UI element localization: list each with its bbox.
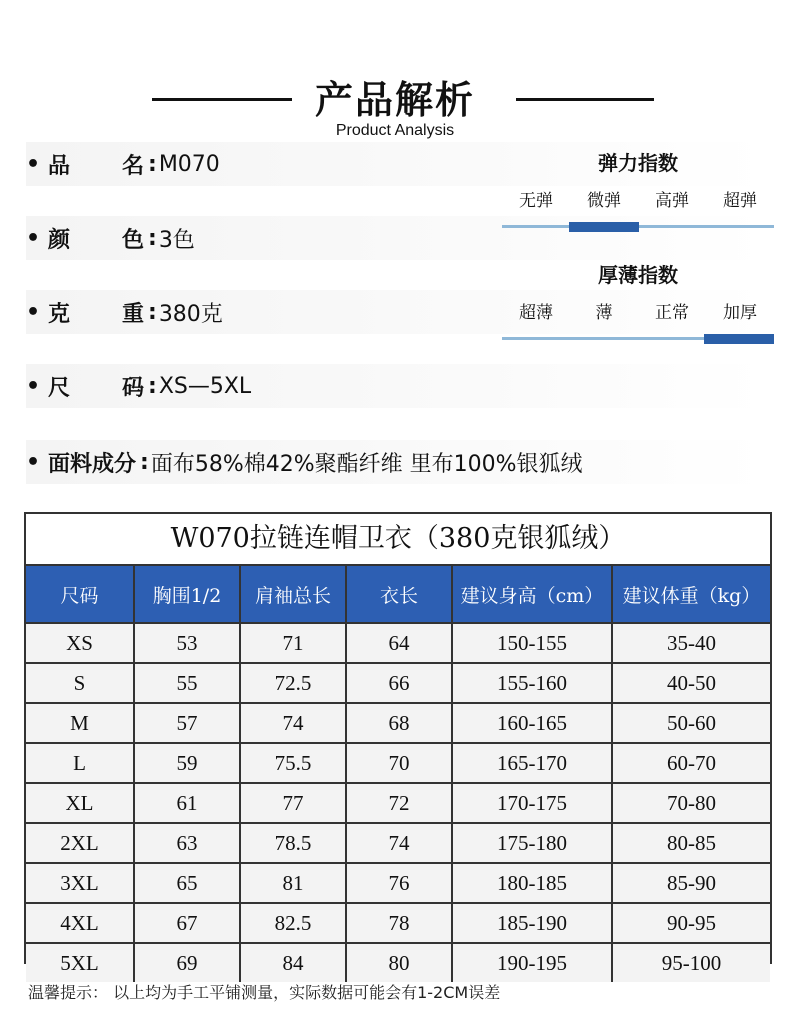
info-label: 克 重 bbox=[48, 301, 144, 327]
thickness-bar bbox=[502, 334, 774, 344]
table-cell: 50-60 bbox=[612, 703, 770, 743]
thickness-title: 厚薄指数 bbox=[598, 263, 678, 287]
table-cell: 67 bbox=[134, 903, 240, 943]
table-cell: 82.5 bbox=[240, 903, 346, 943]
table-cell: 74 bbox=[240, 703, 346, 743]
table-cell: 74 bbox=[346, 823, 452, 863]
table-cell: 4XL bbox=[26, 903, 134, 943]
table-cell: 66 bbox=[346, 663, 452, 703]
table-header-cell: 建议身高（cm） bbox=[452, 566, 612, 623]
table-cell: 68 bbox=[346, 703, 452, 743]
table-row bbox=[26, 823, 770, 863]
info-label: 品 名 bbox=[48, 153, 144, 179]
table-cell: 76 bbox=[346, 863, 452, 903]
table-cell: 5XL bbox=[26, 943, 134, 982]
info-label: 尺 码 bbox=[48, 375, 144, 401]
table-row bbox=[26, 863, 770, 903]
table-cell: 78.5 bbox=[240, 823, 346, 863]
table-cell: 60-70 bbox=[612, 743, 770, 783]
size-table-box bbox=[24, 512, 772, 975]
elasticity-bar-marker bbox=[569, 222, 639, 232]
elasticity-level: 无弹 bbox=[519, 190, 553, 211]
table-cell: 69 bbox=[134, 943, 240, 982]
thickness-levels bbox=[502, 292, 774, 328]
table-cell: 70-80 bbox=[612, 783, 770, 823]
table-cell: 53 bbox=[134, 623, 240, 663]
bullet: • bbox=[26, 373, 41, 399]
table-cell: 2XL bbox=[26, 823, 134, 863]
table-cell: 72.5 bbox=[240, 663, 346, 703]
page-subtitle: Product Analysis bbox=[335, 122, 455, 139]
table-row bbox=[26, 943, 770, 982]
fabric-label: 面料成分 bbox=[48, 451, 137, 477]
info-row-fabric: • 面料成分 : 面布58%棉42%聚酯纤维 里布100%银狐绒 bbox=[26, 440, 766, 484]
table-cell: 71 bbox=[240, 623, 346, 663]
table-cell: 35-40 bbox=[612, 623, 770, 663]
size-table-title: W070拉链连帽卫衣（380克银狐绒） bbox=[26, 514, 770, 566]
info-row-color: • 颜 色 : 3色 bbox=[26, 216, 766, 260]
bullet: • bbox=[26, 225, 41, 251]
table-cell: 160-165 bbox=[452, 703, 612, 743]
table-row bbox=[26, 903, 770, 943]
table-cell: 57 bbox=[134, 703, 240, 743]
table-cell: L bbox=[26, 743, 134, 783]
table-cell: 185-190 bbox=[452, 903, 612, 943]
table-cell: 72 bbox=[346, 783, 452, 823]
info-label: 颜 色 bbox=[48, 227, 144, 253]
size-table bbox=[26, 566, 770, 982]
page-title: 产品解析 bbox=[314, 78, 475, 122]
table-cell: 150-155 bbox=[452, 623, 612, 663]
table-cell: 59 bbox=[134, 743, 240, 783]
table-header-cell: 胸围1/2 bbox=[134, 566, 240, 623]
info-value: 380克 bbox=[158, 301, 223, 327]
table-cell: 78 bbox=[346, 903, 452, 943]
elasticity-level: 超弹 bbox=[723, 190, 757, 211]
bullet: • bbox=[26, 449, 41, 475]
info-row-name: • 品 名 : M070 bbox=[26, 142, 766, 186]
page-header bbox=[0, 74, 790, 144]
info-value: M070 bbox=[158, 151, 220, 177]
table-cell: 155-160 bbox=[452, 663, 612, 703]
elasticity-level: 微弹 bbox=[587, 190, 621, 211]
elasticity-index bbox=[502, 146, 774, 232]
table-row bbox=[26, 623, 770, 663]
table-header-row bbox=[26, 566, 770, 623]
table-cell: XL bbox=[26, 783, 134, 823]
info-row-size: • 尺 码 : XS—5XL bbox=[26, 364, 766, 408]
table-cell: 175-180 bbox=[452, 823, 612, 863]
table-cell: M bbox=[26, 703, 134, 743]
table-cell: 95-100 bbox=[612, 943, 770, 982]
table-cell: 55 bbox=[134, 663, 240, 703]
table-cell: 85-90 bbox=[612, 863, 770, 903]
table-row bbox=[26, 743, 770, 783]
table-cell: 80-85 bbox=[612, 823, 770, 863]
table-cell: 64 bbox=[346, 623, 452, 663]
table-cell: 190-195 bbox=[452, 943, 612, 982]
bullet: • bbox=[26, 299, 41, 325]
table-cell: 180-185 bbox=[452, 863, 612, 903]
table-row bbox=[26, 663, 770, 703]
table-cell: 61 bbox=[134, 783, 240, 823]
table-cell: 75.5 bbox=[240, 743, 346, 783]
table-cell: 81 bbox=[240, 863, 346, 903]
info-value: XS—5XL bbox=[158, 373, 252, 399]
table-cell: 90-95 bbox=[612, 903, 770, 943]
table-cell: 80 bbox=[346, 943, 452, 982]
info-value: 3色 bbox=[158, 227, 195, 253]
table-header-cell: 衣长 bbox=[346, 566, 452, 623]
elasticity-levels bbox=[502, 180, 774, 216]
table-cell: 65 bbox=[134, 863, 240, 903]
table-cell: 165-170 bbox=[452, 743, 612, 783]
table-row bbox=[26, 703, 770, 743]
table-header-cell: 尺码 bbox=[26, 566, 134, 623]
table-cell: 170-175 bbox=[452, 783, 612, 823]
table-header-cell: 建议体重（kg） bbox=[612, 566, 770, 623]
fabric-value: 面布58%棉42%聚酯纤维 里布100%银狐绒 bbox=[150, 451, 583, 477]
table-cell: XS bbox=[26, 623, 134, 663]
elasticity-title: 弹力指数 bbox=[598, 151, 678, 175]
table-cell: 77 bbox=[240, 783, 346, 823]
elasticity-bar bbox=[502, 222, 774, 232]
thickness-level: 超薄 bbox=[519, 302, 553, 323]
table-cell: S bbox=[26, 663, 134, 703]
thickness-level: 薄 bbox=[595, 302, 613, 323]
bullet: • bbox=[26, 151, 41, 177]
thickness-index bbox=[502, 258, 774, 344]
thickness-bar-marker bbox=[704, 334, 774, 344]
table-header-cell: 肩袖总长 bbox=[240, 566, 346, 623]
table-cell: 3XL bbox=[26, 863, 134, 903]
thickness-level: 加厚 bbox=[723, 302, 757, 323]
table-cell: 84 bbox=[240, 943, 346, 982]
elasticity-level: 高弹 bbox=[655, 190, 689, 211]
thickness-level: 正常 bbox=[655, 302, 689, 323]
measurement-note: 温馨提示： 以上均为手工平铺测量，实际数据可能会有1-2CM误差 bbox=[28, 983, 501, 1002]
table-cell: 70 bbox=[346, 743, 452, 783]
table-cell: 63 bbox=[134, 823, 240, 863]
table-cell: 40-50 bbox=[612, 663, 770, 703]
table-row bbox=[26, 783, 770, 823]
info-row-weight: • 克 重 : 380克 bbox=[26, 290, 766, 334]
